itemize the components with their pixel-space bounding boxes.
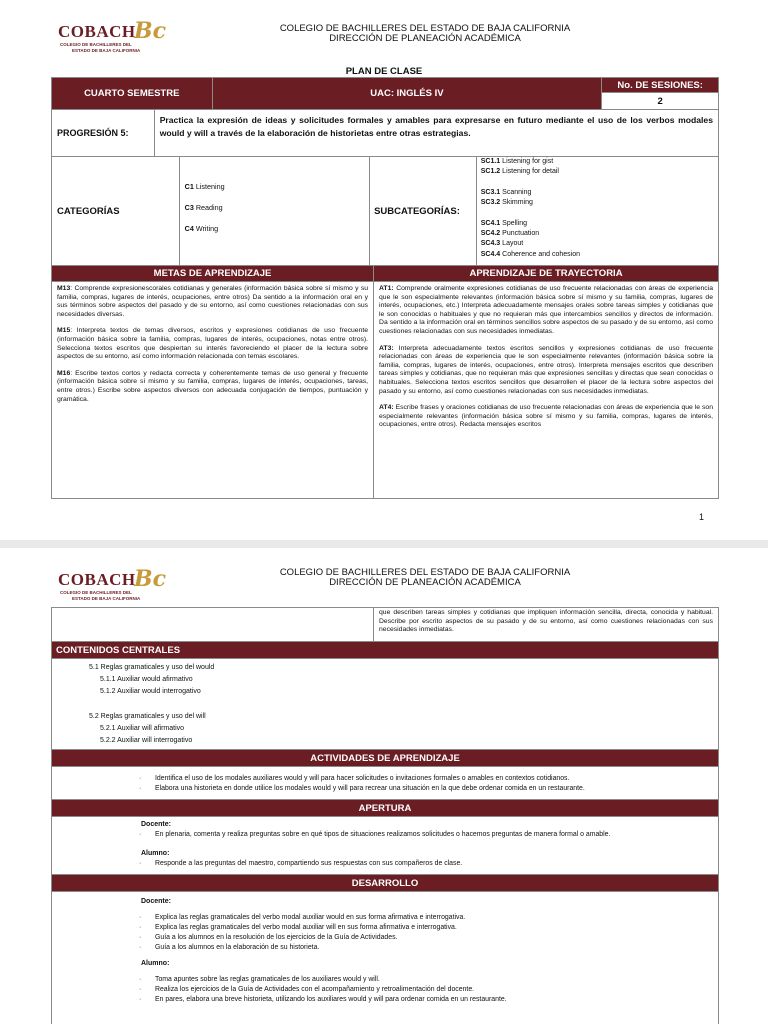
logo-bc-mark: Bc bbox=[134, 18, 166, 44]
trayectoria-item: AT4: Escribe frases y oraciones cotidianas de uso frecuente relacionadas con áreas de experiencia que le son especialmente relevantes (información básica sobre sí mismo y su familia, compras, lugares de interés, ocupaciones, entre otros). Redacta mensajes escritos bbox=[379, 404, 713, 429]
categories-label: CATEGORÍAS bbox=[52, 157, 180, 265]
actividad-item: · Elabora una historieta en donde utilice los modales would y will para recrear una situación en la que debe ordenar comida en un restaurante. bbox=[139, 784, 718, 794]
category-item: C4 Writing bbox=[184, 224, 219, 233]
logo-wordmark: COBACH bbox=[58, 22, 136, 41]
header-line-2: DIRECCIÓN DE PLANEACIÓN ACADÉMICA bbox=[329, 577, 521, 588]
at4-continued-row bbox=[52, 608, 718, 642]
progression-text: Practica la expresión de ideas y solicitudes formales y amables para expresarse en futuro mediante el uso de los verbos modales would y will a través de la elaboración de historietas entre otras estrategias. bbox=[159, 115, 713, 138]
plan-title: PLAN DE CLASE bbox=[345, 66, 423, 77]
header-line-1: COLEGIO DE BACHILLERES DEL ESTADO DE BAJA CALIFORNIA bbox=[279, 567, 571, 578]
trayectoria-item: AT1: Comprende oralmente expresiones cotidianas de uso frecuente relacionadas con áreas de experiencia que le son especialmente relevantes (información básica sobre sí mismo y su familia, compras, lugares de interés, ocupaciones, etc.) Interpreta adecuadamente mensajes orales sobre tareas simples y cotidianas que le son conocidas o habituales y que no requieran más que intercambios sencillos y directos de información. Da sentido a la información oral en términos sencillos sobre aspectos de su pasado y de su entorno, así como cuestiones relacionadas con sus necesidades inmediatas. bbox=[379, 285, 713, 335]
apertura-docente-item: · En plenaria, comenta y realiza preguntas sobre en qué tipos de situaciones realizamos solicitudes o hacemos preguntas de manera formal o amable. bbox=[139, 830, 718, 840]
logo-subtitle-1: COLEGIO DE BACHILLERES DEL bbox=[60, 590, 132, 595]
metas-body-row bbox=[52, 282, 718, 498]
subcategory-item: SC4.3 Layout bbox=[480, 240, 524, 248]
contenido-item: 5.1.2 Auxiliar would interrogativo bbox=[100, 688, 201, 696]
trayectoria-item: AT3: Interpreta adecuadamente textos escritos sencillos y expresiones cotidianas de uso frecuente relacionadas con áreas de experiencia que le son especialmente relevantes (información básica sobre la familia, compras, lugares de interés, ocupaciones, entre otros). Interpreta mensajes escritos que describen tareas simples y cotidianas, que no requieran más que expresiones sencillas y directas que sean conocidas o habituales. Selecciona textos escritos sencillos que desarrollen el placer de la lectura sobre aspectos del pasado y su entorno, así como cuestiones relacionadas con sus necesidades inmediatas. bbox=[379, 344, 713, 395]
desarrollo-docente-item: · Explica las reglas gramaticales del verbo modal auxiliar would en sus forma afirmativa e interrogativa. bbox=[139, 913, 718, 923]
desarrollo-docente-item: · Explica las reglas gramaticales del verbo modal auxiliar will en sus forma afirmativa e interrogativa. bbox=[139, 923, 718, 933]
metas-header: METAS DE APRENDIZAJE bbox=[52, 266, 374, 281]
subcategories-label: SUBCATEGORÍAS: bbox=[370, 157, 477, 265]
categories-list bbox=[180, 157, 370, 265]
header-line-2: DIRECCIÓN DE PLANEACIÓN ACADÉMICA bbox=[329, 33, 521, 44]
actividades-header: ACTIVIDADES DE APRENDIZAJE bbox=[52, 750, 718, 767]
metas-list bbox=[52, 282, 374, 498]
actividad-item: · Identifica el uso de los modales auxiliares would y will para hacer solicitudes o invitaciones formales o amables en contextos cotidianos. bbox=[139, 774, 718, 784]
sessions-value: 2 bbox=[657, 95, 663, 107]
contenido-item: 5.2.1 Auxiliar will afirmativo bbox=[100, 725, 185, 732]
apertura-header: APERTURA bbox=[52, 800, 718, 817]
page-number: 1 bbox=[698, 512, 704, 522]
page-2 bbox=[0, 548, 768, 1024]
desarrollo-body bbox=[52, 892, 718, 1024]
contenidos-list bbox=[52, 659, 718, 750]
subcategories-list bbox=[477, 157, 718, 265]
desarrollo-alumno-label: Alumno: bbox=[141, 960, 170, 967]
at4-continued-text: que describen tareas simples y cotidianas que impliquen información sencilla, directa, conocida y habitual. Describe por escrito aspectos de su pasado y de su entorno, así como cuestiones relacionadas con sus necesidades inmediatas. bbox=[379, 609, 713, 634]
contenidos-header: CONTENIDOS CENTRALES bbox=[52, 642, 718, 659]
desarrollo-alumno-item: · Toma apuntes sobre las reglas gramaticales de los auxiliares would y will. bbox=[139, 975, 718, 985]
subcategory-item: SC1.1 Listening for gist bbox=[480, 158, 554, 165]
subcategory-item: SC4.2 Punctuation bbox=[480, 230, 540, 238]
meta-item: M16: Escribe textos cortos y redacta correcta y coherentemente temas de uso general y frecuente (información básica sobre sí mismo y su familia, compras, lugares de interés, ocupaciones, tareas, entre otros.) Escribe sobre aspectos diversos con adecuada conjugación de tiempos, puntuación y gramática. bbox=[57, 369, 369, 403]
desarrollo-docente-item: · Guía a los alumnos en la elaboración de su historieta. bbox=[139, 943, 718, 953]
plan-table-continued bbox=[51, 607, 719, 1024]
progression-row bbox=[52, 110, 718, 157]
trayectoria-header: APRENDIZAJE DE TRAYECTORIA bbox=[374, 266, 718, 281]
document-header bbox=[180, 568, 670, 588]
sessions-cell bbox=[602, 78, 718, 109]
logo-subtitle-2: ESTADO DE BAJA CALIFORNIA bbox=[72, 48, 141, 53]
logo-wordmark: COBACH bbox=[58, 570, 136, 589]
contenido-spacer bbox=[89, 699, 718, 711]
logo-subtitle-2: ESTADO DE BAJA CALIFORNIA bbox=[72, 596, 141, 601]
category-item: C3 Reading bbox=[184, 203, 223, 212]
desarrollo-alumno-item: · En pares, elabora una breve historieta, utilizando los auxiliares would y will para ordenar comida en un restaurante. bbox=[139, 995, 718, 1005]
contenido-item: 5.2 Reglas gramaticales y uso del will bbox=[89, 712, 206, 720]
apertura-body bbox=[52, 817, 718, 875]
semester-row bbox=[52, 78, 718, 110]
document-header bbox=[180, 24, 670, 44]
apertura-alumno-label: Alumno: bbox=[141, 850, 170, 857]
contenido-item: 5.1 Reglas gramaticales y uso del would bbox=[89, 664, 215, 671]
progression-label: PROGRESIÓN 5: bbox=[52, 110, 155, 156]
category-item: C1 Listening bbox=[184, 182, 225, 191]
logo-bc-mark: Bc bbox=[134, 566, 166, 592]
subcategory-item: SC3.2 Skimming bbox=[480, 199, 533, 207]
desarrollo-alumno-item: · Realiza los ejercicios de la Guía de Actividades con el acompañamiento y retroalimentación del docente. bbox=[139, 985, 718, 995]
desarrollo-header: DESARROLLO bbox=[52, 875, 718, 892]
apertura-docente-label: Docente: bbox=[141, 821, 171, 828]
subcategory-item: SC4.4 Coherence and cohesion bbox=[480, 250, 581, 258]
semester-cell: CUARTO SEMESTRE bbox=[52, 78, 213, 109]
subcategory-item: SC3.1 Scanning bbox=[480, 188, 532, 196]
trayectoria-list bbox=[374, 282, 718, 498]
metas-header-row bbox=[52, 266, 718, 282]
uac-cell: UAC: INGLÉS IV bbox=[213, 78, 603, 109]
logo-subtitle-1: COLEGIO DE BACHILLERES DEL bbox=[60, 42, 132, 47]
subcategory-item: SC4.1 Spelling bbox=[480, 219, 528, 227]
contenido-item: 5.1.1 Auxiliar would afirmativo bbox=[100, 676, 193, 684]
contenido-item: 5.2.2 Auxiliar will interrogativo bbox=[100, 737, 193, 745]
actividades-list bbox=[52, 767, 718, 800]
categories-row bbox=[52, 157, 718, 266]
header-line-1: COLEGIO DE BACHILLERES DEL ESTADO DE BAJA CALIFORNIA bbox=[279, 23, 571, 34]
desarrollo-docente-label: Docente: bbox=[141, 898, 171, 905]
meta-item: M13: Comprende expresionescorales cotidianas y generales (información básica sobre sí mismo y su familia, compras, lugares de interés, ocupaciones, entre otros) Da sentido a la información oral en y sus términos sobre aspectos del pasado y de su entorno, así como cuestiones relacionadas con sus necesidades diversas. bbox=[57, 285, 369, 318]
apertura-alumno-item: · Responde a las preguntas del maestro, compartiendo sus respuestas con sus compañeros de clase. bbox=[139, 859, 718, 869]
desarrollo-docente-item: · Guía a los alumnos en la resolución de los ejercicios de la Guía de Actividades. bbox=[139, 933, 718, 943]
sessions-label: No. DE SESIONES: bbox=[602, 78, 718, 93]
plan-table bbox=[51, 77, 719, 499]
cobach-logo bbox=[58, 18, 168, 54]
meta-item: M15: Interpreta textos de temas diversos, escritos y expresiones cotidianas de uso frecuente (información básica sobre la familia, compras, lugares de interés, ocupaciones, notas entre otros). Selecciona textos escritos que despiertan su interés favoreciendo el placer de la lectura sobre aspectos de su entorno, así como información relacionada con temas escolares. bbox=[57, 327, 369, 361]
cobach-logo bbox=[58, 566, 168, 602]
subcategory-item: SC1.2 Listening for detail bbox=[480, 168, 559, 176]
